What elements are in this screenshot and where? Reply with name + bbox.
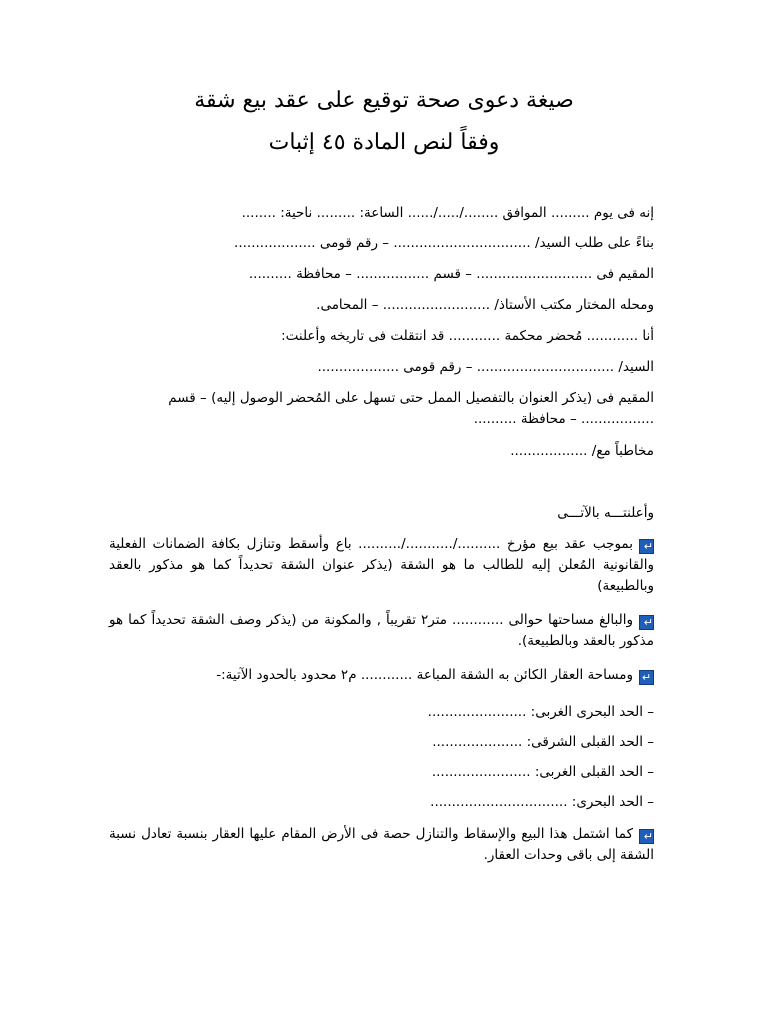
header-line-requester: بناءً على طلب السيد/ ................................ – رقم قومى ................... [234, 235, 654, 251]
paragraph-text: ومساحة العقار الكائن به الشقة المباعة ............ م٢ محدود بالحدود الآتية:- [216, 667, 633, 683]
return-arrow-icon: ↵ [639, 539, 654, 554]
boundary-northwest: – الحد البحرى الغربى: ....................... [427, 704, 654, 720]
paragraph-land-share [109, 824, 654, 866]
return-arrow-icon: ↵ [639, 829, 654, 844]
paragraph-text: بموجب عقد بيع مؤرخ ........../.........../.......... باع وأسقط وتنازل بكافة الضمانات الفعلية والقانونية المُعلن إليه للطالب ما هو الشقة (يذكر عنوان الشقة تحديداً كما هو مذكور بالعقد وبالطبيعة) [109, 536, 654, 594]
boundary-southeast: – الحد القبلى الشرقى: ..................... [432, 734, 654, 750]
paragraph-text: والبالغ مساحتها حوالى ............ متر٢ تقريباً , والمكونة من (يذكر وصف الشقة تحديداً كما هو مذكور بالعقد وبالطبيعة). [109, 612, 654, 649]
header-line-bailiff: أنا ............ مُحضر محكمة ............ قد انتقلت فى تاريخه وأعلنت: [281, 328, 654, 344]
return-arrow-icon: ↵ [639, 670, 654, 685]
paragraph-building-area [109, 665, 654, 686]
paragraph-sale-contract [109, 534, 654, 597]
paragraph-text: كما اشتمل هذا البيع والإسقاط والتنازل حصة فى الأرض المقام عليها العقار بنسبة تعادل نسبة الشقة إلى باقى وحدات العقار. [109, 826, 654, 863]
boundary-southwest: – الحد القبلى الغربى: ....................... [431, 764, 654, 780]
header-line-lawyer: ومحله المختار مكتب الأستاذ/ ......................... – المحامى. [316, 297, 654, 313]
boundary-north: – الحد البحرى: ................................ [430, 794, 654, 810]
document-subtitle: وفقاً لنص المادة ٤٥ إثبات [268, 130, 500, 155]
addressee-line: مخاطباً مع/ .................. [510, 443, 654, 459]
header-line-defendant: السيد/ ................................ – رقم قومى ................... [317, 359, 654, 375]
address-line-2: ................. – محافظة .......... [473, 411, 654, 427]
address-line-1: المقيم فى (يذكر العنوان بالتفصيل الممل حتى تسهل على المُحضر الوصول إليه) – قسم [168, 390, 654, 406]
paragraph-apartment-area [109, 610, 654, 652]
document-title: صيغة دعوى صحة توقيع على عقد بيع شقة [194, 88, 574, 113]
announce-heading: وأعلنتـــه بالآتـــى [557, 505, 654, 521]
header-line-date: إنه فى يوم ......... الموافق ......../...../...... الساعة: ......... ناحية: ........ [241, 205, 654, 221]
header-line-residence: المقيم فى ........................... – قسم ................. – محافظة .......... [248, 266, 654, 282]
return-arrow-icon: ↵ [639, 615, 654, 630]
